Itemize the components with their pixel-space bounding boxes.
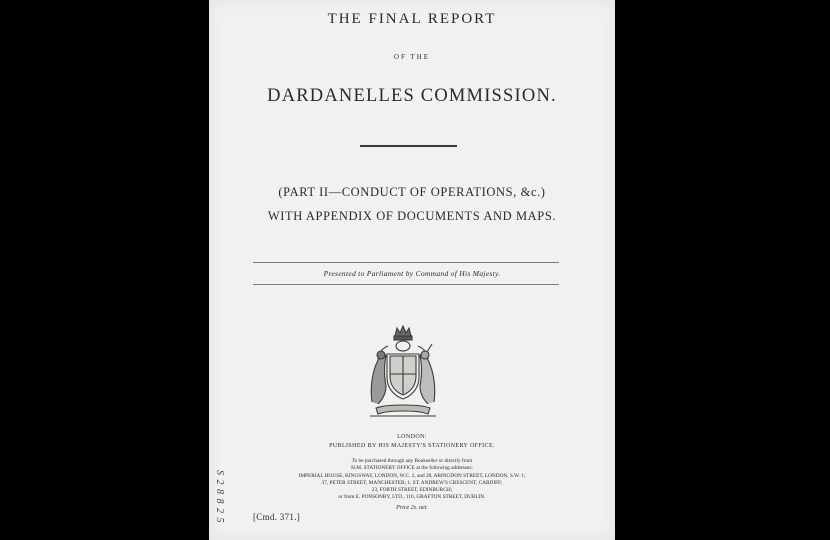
report-title: THE FINAL REPORT (327, 11, 497, 27)
purchase-line: 23, FORTH STREET, EDINBURGH; (371, 487, 453, 494)
subtitle-line-1: (PART II—CONDUCT OF OPERATIONS, &c.) (278, 185, 546, 199)
report-cover-page (209, 0, 615, 540)
purchase-line: To be purchased through any Bookseller or directly from (351, 458, 473, 464)
of-the-line: OF THE (393, 53, 431, 61)
purchase-line: IMPERIAL HOUSE, KINGSWAY, LONDON, W.C. 2, and 28, ABINGDON STREET, LONDON, S.W. 1; (298, 472, 526, 479)
purchase-line: 37, PETER STREET, MANCHESTER; 1, ST. ANDREW'S CRESCENT, CARDIFF; (321, 479, 503, 486)
price-line: Price 2s. net. (396, 505, 428, 511)
side-annotation-text: S 2 8 8 2 5 (214, 470, 225, 524)
presented-rule-bottom (253, 284, 559, 285)
purchase-line: H.M. STATIONERY OFFICE at the following addresses: (351, 465, 473, 472)
london-line: LONDON: (397, 434, 427, 440)
title-divider (360, 145, 457, 147)
presented-line: Presented to Parliament by Command of His Majesty. (323, 269, 501, 278)
subtitle-line-2: WITH APPENDIX OF DOCUMENTS AND MAPS. (267, 209, 557, 223)
publisher-line: PUBLISHED BY HIS MAJESTY'S STATIONERY OFFICE. (329, 443, 495, 449)
command-number: [Cmd. 371.] (253, 512, 301, 522)
presented-rule-top (253, 262, 559, 263)
purchase-line: or from E. PONSONBY, LTD., 116, GRAFTON STREET, DUBLIN. (338, 494, 486, 501)
purchase-addresses (209, 458, 615, 502)
side-annotation (211, 470, 225, 540)
royal-coat-of-arms-icon (364, 324, 442, 420)
commission-title: DARDANELLES COMMISSION. (267, 86, 557, 106)
